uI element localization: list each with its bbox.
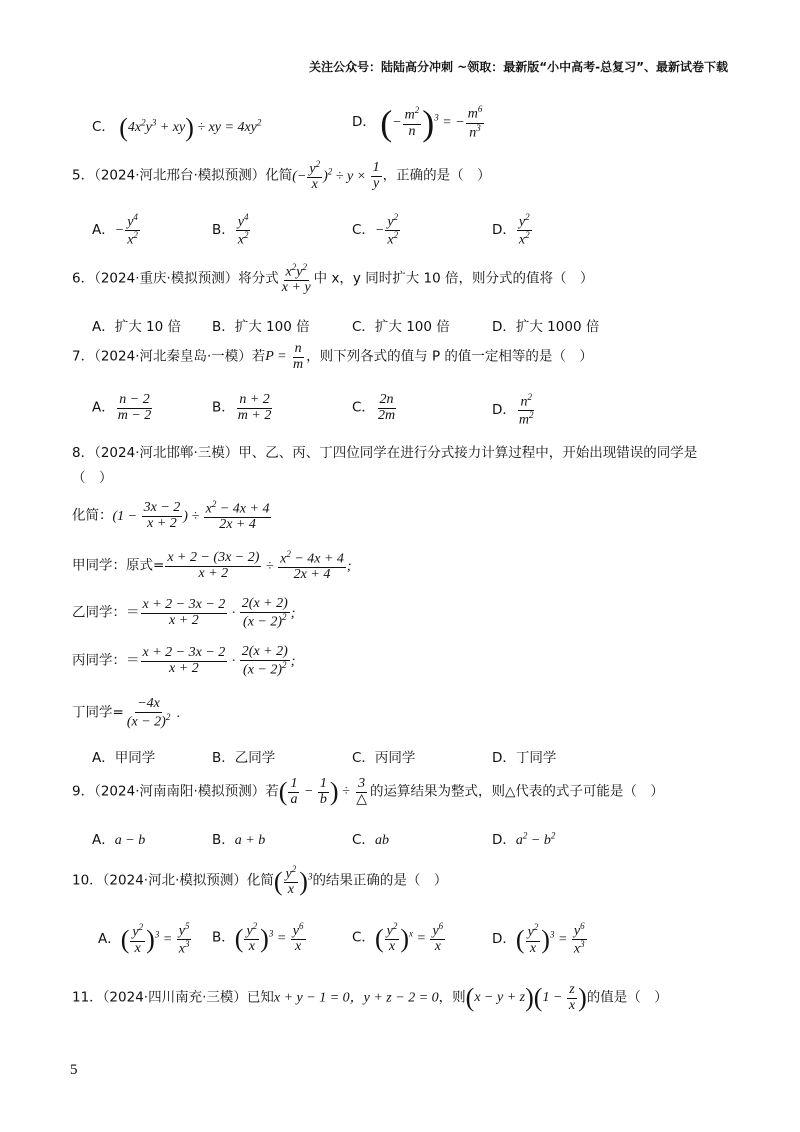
q5-option-c: C．− $\frac{y^2}{x^2}$ bbox=[352, 212, 399, 248]
question-5: 5．（2024·河北邢台·模拟预测）化简(− $\frac{y^2}{x}$ )$^2$ ÷ y × $\frac{1}{y}$ ，正确的是（ ） bbox=[72, 159, 491, 193]
q5-option-d: D． $\frac{y^2}{x^2}$ bbox=[492, 212, 530, 248]
q8-simplify: 化简：(1 − $\frac{3x - 2}{x + 2}$ ) ÷ $\frac{x^2 - 4x + 4}{2x + 4}$ bbox=[72, 499, 270, 533]
question-9: 9．（2024·河南南阳·模拟预测）若( $\frac{1}{a}$ − $\frac{1}{b}$ ) ÷ $\frac{3}{\triangle}$ 的运算结果为整式，则△代表的式子可能是（ ） bbox=[72, 776, 664, 807]
q7-expression: P = $\frac{n}{m}$ bbox=[265, 341, 304, 372]
page-number: 5 bbox=[70, 1062, 78, 1078]
q6-option-d: D．扩大 1000 倍 bbox=[492, 319, 600, 335]
q10-option-a: A．( $\frac{y^2}{x}$ )$^3$ = $\frac{y^5}{x^3}$ bbox=[98, 921, 190, 957]
q4-option-c-math: $(4x^2y^3 + xy)$ ÷ xy = $4xy^2$ bbox=[119, 113, 262, 142]
q8-bing: 丙同学：＝ $\frac{x + 2 - 3x - 2}{x + 2}$ · $\frac{2(x + 2)}{(x - 2)^2}$ ; bbox=[72, 644, 296, 678]
q4-option-d-math: (− $\frac{m^2}{n}$ )$^3$ = − $\frac{m^6}{n^3}$ bbox=[380, 103, 483, 143]
q6-option-a: A．扩大 10 倍 bbox=[92, 319, 181, 335]
q9-expression: ( $\frac{1}{a}$ − $\frac{1}{b}$ ) ÷ $\frac{3}{\triangle}$ bbox=[278, 776, 368, 807]
q10-option-d: D．( $\frac{y^2}{x}$ )$^3$ = $\frac{y^6}{x^3}$ bbox=[492, 921, 585, 957]
q10-expression: ( $\frac{y^2}{x}$ )$^3$ bbox=[273, 864, 313, 898]
q8-ding: 丁同学= $\frac{-4x}{(x - 2)^2}$ . bbox=[72, 696, 181, 730]
q7-option-b: B． $\frac{n + 2}{m + 2}$ bbox=[212, 392, 272, 423]
q11-conditions: x + y − 1 = 0，y + z − 2 = 0 bbox=[273, 990, 439, 1006]
q6-option-b: B．扩大 100 倍 bbox=[212, 319, 310, 335]
question-8: 8．（2024·河北邯郸·三模）甲、乙、丙、丁四位同学在进行分式接力计算过程中，开始出现错误的同学是 bbox=[72, 445, 698, 461]
q8-option-d: D．丁同学 bbox=[492, 750, 557, 766]
question-8-cont: （ ） bbox=[72, 470, 113, 486]
page-header: 关注公众号：陆陆高分冲刺 ~领取：最新版“小中高考-总复习”、最新试卷下载 bbox=[309, 60, 728, 74]
question-7: 7．（2024·河北秦皇岛·一模）若P = $\frac{n}{m}$ ，则下列各式的值与 P 的值一定相等的是（ ） bbox=[72, 341, 593, 372]
q7-option-a: A． $\frac{n - 2}{m - 2}$ bbox=[92, 392, 152, 423]
question-11: 11．（2024·四川南充·三模）已知x + y − 1 = 0，y + z − 2 = 0，则(x − y + z)(1 − $\frac{z}{x}$ )的值是（ ） bbox=[72, 982, 668, 1013]
q7-option-c: C． $\frac{2n}{2m}$ bbox=[352, 392, 396, 423]
q8-option-a: A．甲同学 bbox=[92, 750, 156, 766]
q6-expression: $\frac{x^2y^2}{x + y}$ bbox=[281, 262, 311, 296]
q4-option-d: D． (− $\frac{m^2}{n}$ )$^3$ = − $\frac{m^6}{n^3}$ bbox=[352, 102, 485, 144]
q9-option-c: C．ab bbox=[352, 832, 389, 848]
q5-option-a: A．− $\frac{y^4}{x^2}$ bbox=[92, 212, 138, 248]
q8-option-b: B．乙同学 bbox=[212, 750, 276, 766]
q9-option-a: A．a − b bbox=[92, 832, 146, 848]
q8-jia: 甲同学：原式= $\frac{x + 2 - (3x - 2)}{x + 2}$ ÷ $\frac{x^2 - 4x + 4}{2x + 4}$ ; bbox=[72, 549, 352, 583]
q10-option-c: C．( $\frac{y^2}{x}$ )$^x$ = $\frac{y^6}{x}$ bbox=[352, 921, 444, 955]
q8-yi: 乙同学：＝ $\frac{x + 2 - 3x - 2}{x + 2}$ · $\frac{2(x + 2)}{(x - 2)^2}$ ; bbox=[72, 596, 296, 630]
q4-option-c: C． $(4x^2y^3 + xy)$ ÷ xy = $4xy^2$ bbox=[92, 113, 262, 142]
q9-option-d: D．$a^2 - b^2$ bbox=[492, 830, 556, 848]
q8-option-c: C．丙同学 bbox=[352, 750, 416, 766]
q7-option-d: D． $\frac{n^2}{m^2}$ bbox=[492, 392, 534, 428]
q9-option-b: B．a + b bbox=[212, 832, 266, 848]
question-10: 10．（2024·河北·模拟预测）化简( $\frac{y^2}{x}$ )$^3$的结果正确的是（ ） bbox=[72, 864, 448, 898]
q5-expression: (− $\frac{y^2}{x}$ )$^2$ ÷ y × $\frac{1}{y}$ bbox=[292, 159, 380, 193]
q10-option-b: B．( $\frac{y^2}{x}$ )$^3$ = $\frac{y^6}{x}$ bbox=[212, 921, 304, 955]
q6-option-c: C．扩大 100 倍 bbox=[352, 319, 450, 335]
question-6: 6．（2024·重庆·模拟预测）将分式 $\frac{x^2y^2}{x + y}$ 中 x，y 同时扩大 10 倍，则分式的值将（ ） bbox=[72, 262, 594, 296]
q11-expression: (x − y + z)(1 − $\frac{z}{x}$ ) bbox=[465, 982, 587, 1013]
q5-option-b: B． $\frac{y^4}{x^2}$ bbox=[212, 212, 249, 248]
